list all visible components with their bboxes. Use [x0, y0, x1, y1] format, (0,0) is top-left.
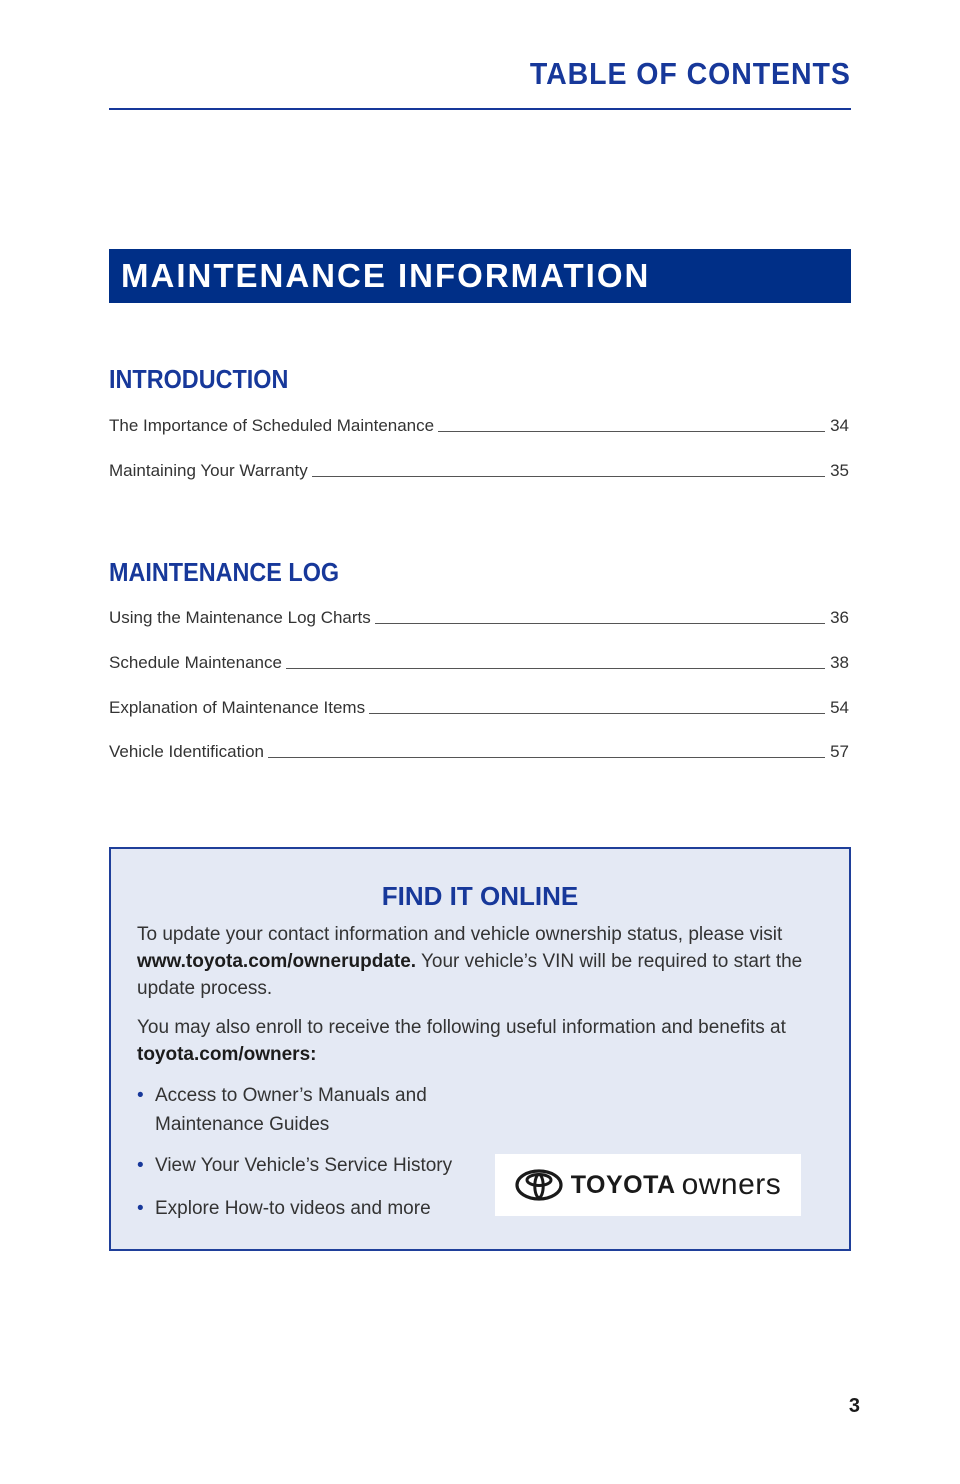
benefits-list	[137, 1081, 477, 1223]
list-item-text: Access to Owner’s Manuals and Maintenance Guides	[155, 1085, 427, 1135]
bullet-icon: •	[137, 1085, 144, 1106]
page-header-title: TABLE OF CONTENTS	[530, 56, 851, 91]
toc-entry[interactable]	[109, 459, 849, 481]
toc-entry-page: 35	[830, 461, 849, 480]
toc-entry-label: Schedule Maintenance	[109, 653, 282, 672]
toc-entry-page: 54	[830, 698, 849, 717]
maintenance-log-heading: MAINTENANCE LOG	[109, 557, 340, 587]
find-it-online-title: FIND IT ONLINE	[381, 881, 579, 911]
toc-entry-page: 57	[830, 742, 849, 761]
list-item	[137, 1194, 477, 1223]
toc-entry[interactable]	[109, 740, 849, 762]
enroll-text: You may also enroll to receive the following useful information and benefits at	[137, 1017, 786, 1038]
toc-entry[interactable]	[109, 414, 849, 436]
toc-entry[interactable]	[109, 606, 849, 628]
toc-leader-line	[375, 623, 825, 624]
toc-entry-label: Using the Maintenance Log Charts	[109, 608, 371, 627]
bullet-icon: •	[137, 1155, 144, 1176]
banner-title: MAINTENANCE INFORMATION	[121, 257, 651, 294]
list-item	[137, 1151, 477, 1180]
header-divider	[109, 108, 851, 110]
toyota-owners-logo	[495, 1154, 801, 1216]
toc-entry-page: 36	[830, 608, 849, 627]
toc-entry-page: 34	[830, 416, 849, 435]
toc-leader-line	[268, 757, 825, 758]
owners-link[interactable]: toyota.com/owners:	[137, 1044, 317, 1065]
logo-owners-text: owners	[681, 1168, 782, 1201]
ownerupdate-link[interactable]: www.toyota.com/ownerupdate.	[137, 951, 417, 972]
toc-leader-line	[312, 476, 825, 477]
list-item-text: Explore How-to videos and more	[155, 1198, 431, 1219]
toc-leader-line	[286, 668, 825, 669]
toc-entry[interactable]	[109, 651, 849, 673]
find-it-online-box	[109, 847, 851, 1251]
ownerupdate-paragraph	[137, 921, 827, 1002]
toyota-emblem-icon	[515, 1169, 563, 1201]
toc-entry-label: Maintaining Your Warranty	[109, 461, 308, 480]
list-item	[137, 1081, 477, 1139]
toc-entry-page: 38	[830, 653, 849, 672]
section-banner	[109, 249, 851, 303]
toc-entry-label: The Importance of Scheduled Maintenance	[109, 416, 435, 435]
toc-leader-line	[438, 431, 825, 432]
ownerupdate-text-end: Your vehicle’s VIN will be required to start the update process.	[137, 951, 803, 999]
logo-brand-text: TOYOTA	[570, 1170, 676, 1199]
toc-entry[interactable]	[109, 696, 849, 718]
toc-leader-line	[369, 713, 825, 714]
enroll-paragraph	[137, 1014, 827, 1068]
toc-entry-label: Explanation of Maintenance Items	[109, 698, 366, 717]
bullet-icon: •	[137, 1198, 144, 1219]
list-item-text: View Your Vehicle’s Service History	[155, 1155, 453, 1176]
introduction-heading: INTRODUCTION	[109, 364, 289, 394]
toc-entry-label: Vehicle Identification	[109, 742, 264, 761]
page-number: 3	[848, 1395, 860, 1417]
ownerupdate-text: To update your contact information and vehicle ownership status, please visit	[137, 924, 783, 945]
